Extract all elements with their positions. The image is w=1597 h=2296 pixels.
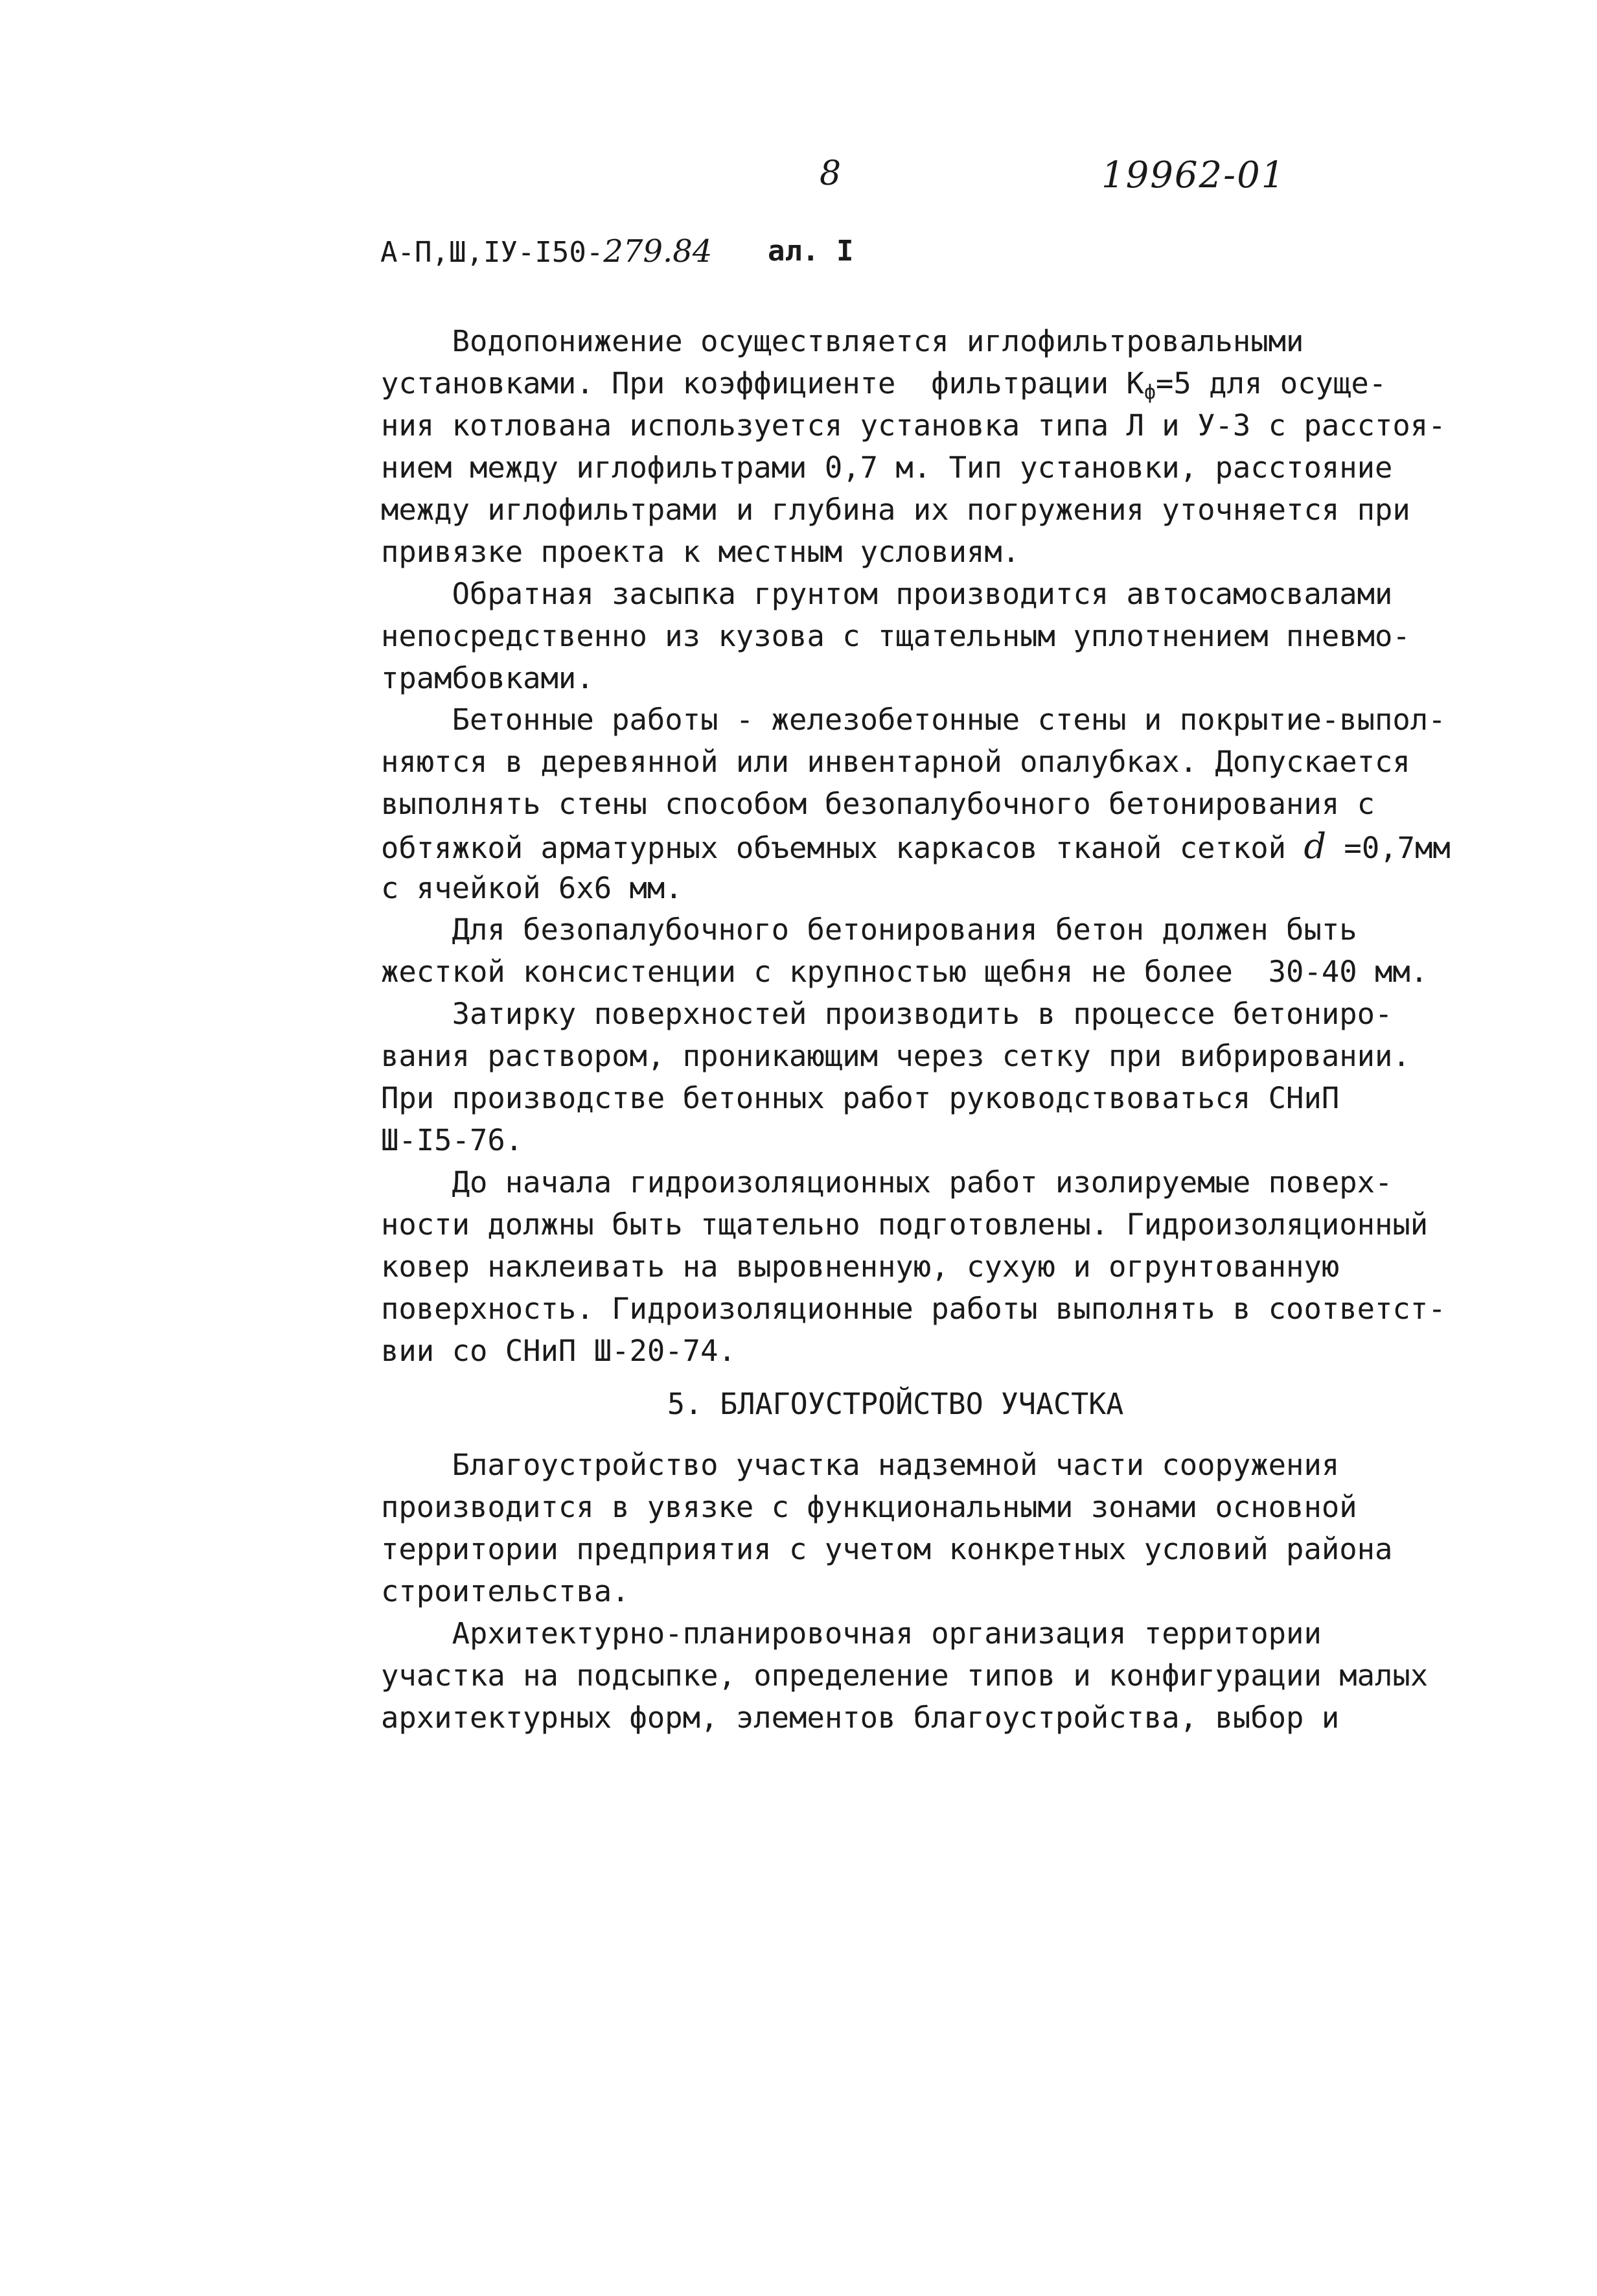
document-code bbox=[380, 233, 712, 270]
text-line: Затирку поверхностей производить в процессе бетониро- bbox=[381, 997, 1393, 1031]
text-line: участка на подсыпке, определение типов и конфигурации малых bbox=[381, 1658, 1429, 1693]
paragraph-waterproofing bbox=[381, 1161, 1495, 1372]
text-line: До начала гидроизоляционных работ изолируемые поверх- bbox=[381, 1165, 1393, 1200]
text-line-start: установками. При коэффициенте фильтрации bbox=[381, 366, 1127, 400]
text-line: между иглофильтрами и глубина их погружения уточняется при bbox=[381, 493, 1410, 527]
text-line: нием между иглофильтрами 0,7 м. Тип установки, расстояние bbox=[381, 450, 1393, 485]
filtration-coefficient bbox=[1126, 366, 1387, 404]
text-line: строительства. bbox=[381, 1574, 630, 1608]
diameter-symbol: d bbox=[1304, 826, 1327, 866]
text-line: Обратная засыпка грунтом производится автосамосвалами bbox=[381, 577, 1393, 611]
text-line: архитектурных форм, элементов благоустройства, выбор и bbox=[381, 1700, 1340, 1735]
page-number: 8 bbox=[820, 154, 842, 193]
text-line: Для безопалубочного бетонирования бетон должен быть bbox=[381, 912, 1357, 947]
text-line: территории предприятия с учетом конкретных условий района bbox=[381, 1532, 1393, 1566]
text-line: жесткой консистенции с крупностью щебня не более 30-40 мм. bbox=[381, 955, 1429, 989]
text-line: Водопонижение осуществляется иглофильтровальными bbox=[381, 324, 1304, 358]
text-line-start: обтяжкой арматурных объемных каркасов тканой сеткой bbox=[381, 831, 1304, 865]
diameter-value: =0,7мм bbox=[1326, 831, 1451, 865]
text-line: ковер наклеивать на выровненную, сухую и огрунтованную bbox=[381, 1249, 1340, 1284]
coefficient-subscript: ф bbox=[1143, 381, 1156, 404]
coefficient-value: =5 для осуще- bbox=[1156, 366, 1387, 400]
paragraph-backfill bbox=[381, 573, 1495, 699]
text-line: трамбовками. bbox=[381, 661, 594, 695]
paragraph-surface-finishing bbox=[381, 993, 1495, 1161]
coefficient-symbol: К bbox=[1126, 366, 1144, 400]
text-line: вии со СНиП Ш-20-74. bbox=[381, 1334, 736, 1368]
text-line: При производстве бетонных работ руководствоваться СНиП bbox=[381, 1081, 1340, 1115]
text-line: ния котлована используется установка типа Л и У-3 с расстоя- bbox=[381, 408, 1446, 443]
paragraph-landscaping bbox=[381, 1444, 1495, 1612]
text-line bbox=[381, 825, 1495, 867]
paragraph-formless-concreting bbox=[381, 909, 1495, 993]
document-code-handwritten: 279.84 bbox=[603, 233, 713, 270]
section-heading: 5. БЛАГОУСТРОЙСТВО УЧАСТКА bbox=[667, 1387, 1124, 1421]
text-line: ности должны быть тщательно подготовлены. Гидроизоляционный bbox=[381, 1207, 1429, 1242]
paragraph-dewatering bbox=[381, 320, 1495, 573]
text-line: с ячейкой 6х6 мм. bbox=[381, 871, 683, 905]
text-line: Благоустройство участка надземной части сооружения bbox=[381, 1448, 1340, 1482]
text-line: вания раствором, проникающим через сетку при вибрировании. bbox=[381, 1039, 1410, 1073]
text-line: Бетонные работы - железобетонные стены и покрытие-выпол- bbox=[381, 702, 1446, 737]
document-code-printed: А-П,Ш,IУ-I50- bbox=[380, 236, 604, 269]
text-line: выполнять стены способом безопалубочного бетонирования с bbox=[381, 787, 1375, 821]
sheet-label: ал. I bbox=[768, 235, 854, 268]
text-line: привязке проекта к местным условиям. bbox=[381, 535, 1020, 569]
text-line: поверхность. Гидроизоляционные работы выполнять в соответст- bbox=[381, 1292, 1446, 1326]
text-line: непосредственно из кузова с тщательным уплотнением пневмо- bbox=[381, 619, 1410, 653]
text-line: производится в увязке с функциональными зонами основной bbox=[381, 1490, 1357, 1524]
text-line: няются в деревянной или инвентарной опалубках. Допускается bbox=[381, 745, 1410, 779]
text-line: Ш-I5-76. bbox=[381, 1123, 523, 1157]
text-line: Архитектурно-планировочная организация территории bbox=[381, 1616, 1322, 1651]
text-line bbox=[381, 362, 1495, 404]
paragraph-concrete-works bbox=[381, 699, 1495, 909]
paragraph-site-planning bbox=[381, 1612, 1495, 1739]
document-number: 19962-01 bbox=[1101, 154, 1286, 196]
